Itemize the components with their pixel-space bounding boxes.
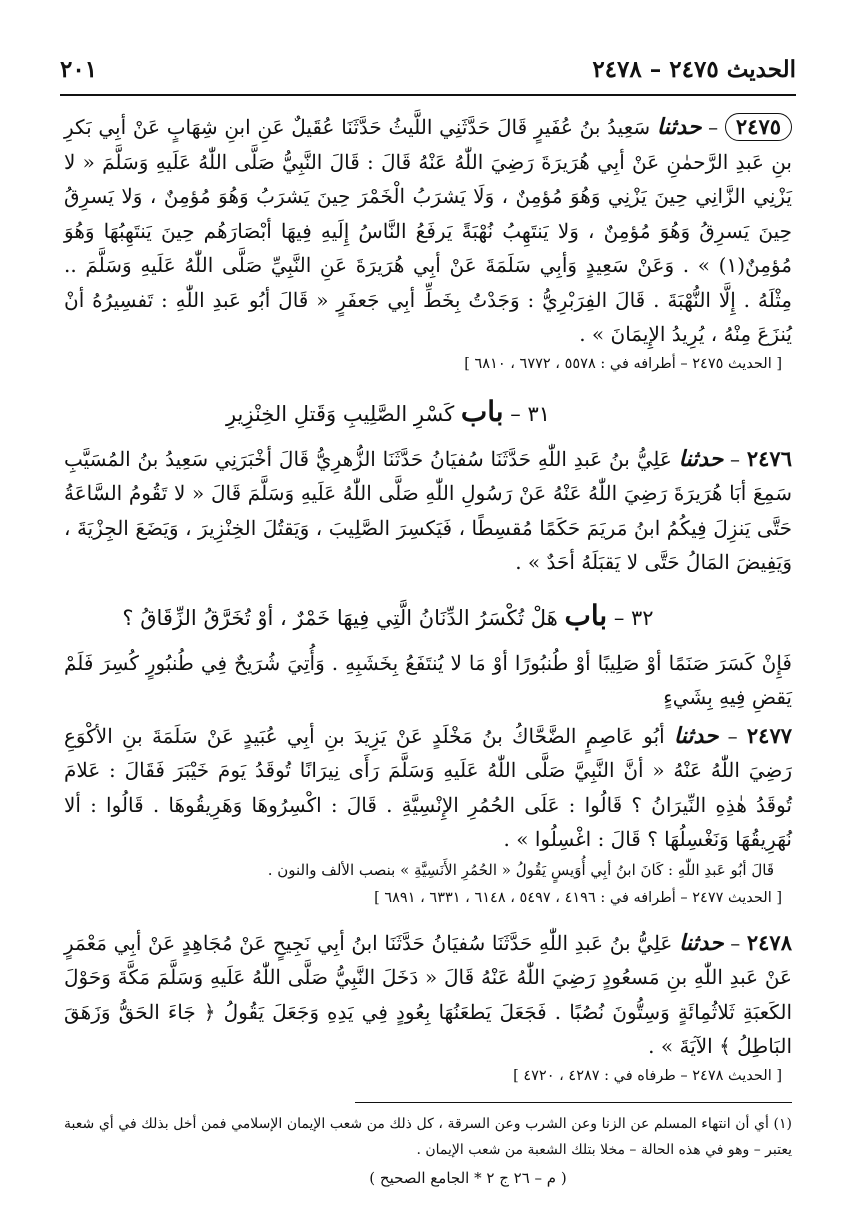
chapter-number: ٣٢ – (613, 605, 654, 630)
chapter-heading-32 (64, 596, 792, 638)
hadith-2478: ٢٤٧٨ – حدثنا عَلِيُّ بنُ عَبدِ اللّٰهِ حَدَّثَنَا سُفيَانُ حَدَّثَنَا ابنُ أبِي نَجِيحٍ عَنْ مُجَاهِدٍ عَنْ أبِي مَعْمَرٍ عَنْ عَبدِ اللّٰهِ بنِ مَسعُودٍ رَضِيَ اللّٰهُ عَنْهُ قَالَ « دَخَلَ النَّبِيُّ صَلَّى اللّٰهُ عَلَيهِ وَسَلَّمَ مَكَّةَ وَحَوْلَ الكَعبَةِ ثَلاثُمِائَةٍ وَسِتُّونَ نُصُبًا . فَجَعَلَ يَطعَنُهَا بِعُودٍ فِي يَدِهِ وَجَعَلَ يَقُولُ ﴿ جَاءَ الحَقُّ وَزَهَقَ البَاطِلُ ﴾ الآيَةَ » . (64, 929, 792, 1058)
haddathana-label: حدثنا (673, 722, 719, 749)
chapter-title: هَلْ تُكْسَرُ الدِّنَانُ الَّتِي فِيهَا خَمْرٌ ، أوْ تُخَرَّقُ الزِّقَاقُ ؟ (122, 605, 558, 630)
chapter-heading-31 (64, 392, 792, 434)
hadith-references: [ الحديث ٢٤٧٨ – طرفاه في : ٤٢٨٧ ، ٤٧٢٠ ] (513, 1067, 782, 1084)
hadith-number: ٢٤٧٥ (725, 113, 792, 141)
running-header (60, 54, 796, 88)
header-rule (60, 94, 796, 96)
footnote-separator (355, 1102, 792, 1103)
hadith-text: سَعِيدُ بنُ عُفَيرٍ قَالَ حَدَّثَنِي اللَّيثُ حَدَّثَنَا عُقَيلٌ عَنِ ابنِ شِهَابٍ عَنْ أبِي بَكرِ بنِ عَبدِ الرَّحمٰنِ عَنْ أبِي هُرَيرَةَ رَضِيَ اللّٰهُ عَنْهُ قَالَ : قَالَ النَّبِيُّ صَلَّى اللّٰهُ عَلَيهِ وَسَلَّمَ « لا يَزْنِي الزَّانِي حِينَ يَزْنِي وَهُوَ مُؤمِنٌ ، وَلَا يَشرَبُ الْخَمْرَ حِينَ يَشرَبُ وَهُوَ مُؤمِنٌ ، وَلا يَسرِقُ حِينَ يَسرِقُ وَهُوَ مُؤمِنٌ ، وَلا يَنتَهِبُ نُهْبَةً يَرفَعُ النَّاسُ إِلَيهِ فِيهَا أبْصَارَهُم حِينَ يَنتَهِبُهَا وَهُوَ مُؤمِنٌ(١) » . وَعَنْ سَعِيدٍ وَأبِي سَلَمَةَ عَنْ أبِي هُرَيرَةَ عَنِ النَّبِيِّ صَلَّى اللّٰهُ عَلَيهِ وَسَلَّمَ .. مِثْلَهُ . إِلَّا النُّهْبَةَ . قَالَ الفِرَبْرِيُّ : وَجَدْتُ بِخَطِّ أبِي جَعفَرٍ « قَالَ أبُو عَبدِ اللّٰهِ : تَفسِيرُهُ أنْ يُنزَعَ مِنْهُ ، يُرِيدُ الإِيمَانَ » . (64, 115, 792, 346)
hadith-2476: ٢٤٧٦ – حدثنا عَلِيُّ بنُ عَبدِ اللّٰهِ حَدَّثَنَا سُفيَانُ حَدَّثَنَا الزُّهرِيُّ قَالَ أخْبَرَنِي سَعِيدُ بنُ المُسَيَّبِ سَمِعَ أبَا هُرَيرَةَ رَضِيَ اللّٰهُ عَنْهُ عَنْ رَسُولِ اللّٰهِ صَلَّى اللّٰهُ عَلَيهِ وَسَلَّمَ قَالَ « لا تَقُومُ السَّاعَةُ حَتَّى يَنزِلَ فِيكُمُ ابنُ مَريَمَ حَكَمًا مُقسِطًا ، فَيَكسِرَ الصَّلِيبَ ، وَيَقتُلَ الخِنْزِيرَ ، وَيَضَعَ الجِزْيَةَ ، وَيَفِيضَ المَالُ حَتَّى لا يَقبَلَهُ أحَدٌ » . (64, 445, 792, 574)
hadith-references: [ الحديث ٢٤٧٧ – أطرافه في : ٤١٩٦ ، ٥٤٩٧ ، ٦١٤٨ ، ٦٣٣١ ، ٦٨٩١ ] (374, 889, 782, 906)
page-number: ٢٠١ (60, 56, 98, 83)
page-content (64, 110, 792, 1191)
chapter-title: كَسْرِ الصَّلِيبِ وَقَتلِ الخِنْزِيرِ (225, 401, 455, 426)
bab-label: باب (564, 598, 608, 632)
hadith-text: أبُو عَاصِمٍ الضَّحَّاكُ بنُ مَخْلَدٍ عَنْ يَزِيدَ بنِ أبِي عُبَيدٍ عَنْ سَلَمَةَ بنِ الأكْوَعِ رَضِيَ اللّٰهُ عَنْهُ « أنَّ النَّبِيَّ صَلَّى اللّٰهُ عَلَيهِ وَسَلَّمَ رَأَى نِيرَانًا تُوقَدُ يَومَ خَيْبَرَ فَقَالَ : عَلامَ تُوقَدُ هٰذِهِ النِّيرَانُ ؟ قَالُوا : عَلَى الحُمُرِ الإِنْسِيَّةِ . قَالَ : اكْسِرُوهَا وَهَرِيقُوهَا . قَالُوا : ألا نُهَرِيقُهَا وَنَغْسِلُهَا ؟ قَالَ : اغْسِلُوا » . (64, 723, 792, 851)
hadith-2477: ٢٤٧٧ – حدثنا أبُو عَاصِمٍ الضَّحَّاكُ بنُ مَخْلَدٍ عَنْ يَزِيدَ بنِ أبِي عُبَيدٍ عَنْ سَلَمَةَ بنِ الأكْوَعِ رَضِيَ اللّٰهُ عَنْهُ « أنَّ النَّبِيَّ صَلَّى اللّٰهُ عَلَيهِ وَسَلَّمَ رَأَى نِيرَانًا تُوقَدُ يَومَ خَيْبَرَ فَقَالَ : عَلامَ تُوقَدُ هٰذِهِ النِّيرَانُ ؟ قَالُوا : عَلَى الحُمُرِ الإِنْسِيَّةِ . قَالَ : اكْسِرُوهَا وَهَرِيقُوهَا . قَالُوا : ألا نُهَرِيقُهَا وَنَغْسِلُهَا ؟ قَالَ : اغْسِلُوا » . (64, 722, 793, 851)
hadith-text: عَلِيُّ بنُ عَبدِ اللّٰهِ حَدَّثَنَا سُفيَانُ حَدَّثَنَا الزُّهرِيُّ قَالَ أخْبَرَنِي سَعِيدُ بنُ المُسَيَّبِ سَمِعَ أبَا هُرَيرَةَ رَضِيَ اللّٰهُ عَنْهُ عَنْ رَسُولِ اللّٰهِ صَلَّى اللّٰهُ عَلَيهِ وَسَلَّمَ قَالَ « لا تَقُومُ السَّاعَةُ حَتَّى يَنزِلَ فِيكُمُ ابنُ مَريَمَ حَكَمًا مُقسِطًا ، فَيَكسِرَ الصَّلِيبَ ، وَيَقتُلَ الخِنْزِيرَ ، وَيَضَعَ الجِزْيَةَ ، وَيَفِيضَ المَالُ حَتَّى لا يَقبَلَهُ أحَدٌ » . (64, 446, 792, 574)
hadith-2475: ٢٤٧٥ – حدثنا سَعِيدُ بنُ عُفَيرٍ قَالَ حَدَّثَنِي اللَّيثُ حَدَّثَنَا عُقَيلٌ عَنِ ابنِ شِهَابٍ عَنْ أبِي بَكرِ بنِ عَبدِ الرَّحمٰنِ عَنْ أبِي هُرَيرَةَ رَضِيَ اللّٰهُ عَنْهُ قَالَ : قَالَ النَّبِيُّ صَلَّى اللّٰهُ عَلَيهِ وَسَلَّمَ « لا يَزْنِي الزَّانِي حِينَ يَزْنِي وَهُوَ مُؤمِنٌ ، وَلَا يَشرَبُ الْخَمْرَ حِينَ يَشرَبُ وَهُوَ مُؤمِنٌ ، وَلا يَسرِقُ حِينَ يَسرِقُ وَهُوَ مُؤمِنٌ ، وَلا يَنتَهِبُ نُهْبَةً يَرفَعُ النَّاسُ إِلَيهِ فِيهَا أبْصَارَهُم حِينَ يَنتَهِبُهَا وَهُوَ مُؤمِنٌ(١) » . وَعَنْ سَعِيدٍ وَأبِي سَلَمَةَ عَنْ أبِي هُرَيرَةَ عَنِ النَّبِيِّ صَلَّى اللّٰهُ عَلَيهِ وَسَلَّمَ .. مِثْلَهُ . إِلَّا النُّهْبَةَ . قَالَ الفِرَبْرِيُّ : وَجَدْتُ بِخَطِّ أبِي جَعفَرٍ « قَالَ أبُو عَبدِ اللّٰهِ : تَفسِيرُهُ أنْ يُنزَعَ مِنْهُ ، يُرِيدُ الإِيمَانَ » . (64, 114, 792, 346)
chapter-number: ٣١ – (510, 401, 551, 426)
hadith-range: الحديث ٢٤٧٥ – ٢٤٧٨ (592, 56, 796, 83)
hadith-text: عَلِيُّ بنُ عَبدِ اللّٰهِ حَدَّثَنَا سُفيَانُ حَدَّثَنَا ابنُ أبِي نَجِيحٍ عَنْ مُجَاهِدٍ عَنْ أبِي مَعْمَرٍ عَنْ عَبدِ اللّٰهِ بنِ مَسعُودٍ رَضِيَ اللّٰهُ عَنْهُ قَالَ « دَخَلَ النَّبِيُّ صَلَّى اللّٰهُ عَلَيهِ وَسَلَّمَ مَكَّةَ وَحَوْلَ الكَعبَةِ ثَلاثُمِائَةٍ وَسِتُّونَ نُصُبًا . فَجَعَلَ يَطعَنُهَا بِعُودٍ فِي يَدِهِ وَجَعَلَ يَقُولُ ﴿ جَاءَ الحَقُّ وَزَهَقَ البَاطِلُ ﴾ الآيَةَ » . (64, 930, 792, 1058)
bab-label: باب (460, 394, 504, 428)
haddathana-label: حدثنا (656, 114, 702, 140)
printer-signature: ( م – ٢٦ ج ٢ * الجامع الصحيح ) (369, 1168, 567, 1187)
footnote: (١) أي أن انتهاء المسلم عن الزنا وعن الشرب وعن السرقة ، كل ذلك من شعب الإيمان الإسلامي فمن أخل بذلك في أي شعبة يعتبر – وهو في هذه الحالة – مخلا بتلك الشعبة من شعب الإيمان . (64, 1115, 792, 1158)
hadith-number: ٢٤٧٧ (746, 722, 793, 748)
chapter-note: فَإِنْ كَسَرَ صَنَمًا أوْ صَلِيبًا أوْ طُنبُورًا أوْ مَا لا يُنتَفَعُ بِخَشَبِهِ . وَأُتِيَ شُرَيحٌ فِي طُنبُورٍ كُسِرَ فَلَمْ يَقضِ فِيهِ بِشَيءٍ (64, 650, 792, 709)
hadith-note: قَالَ أبُو عَبدِ اللّٰهِ : كَانَ ابنُ أبِي أُوَيسٍ يَقُولُ « الحُمُرِ الأَنَسِيَّةِ » بنصب الألف والنون . (267, 860, 774, 879)
hadith-references: [ الحديث ٢٤٧٥ – أطرافه في : ٥٥٧٨ ، ٦٧٧٢ ، ٦٨١٠ ] (464, 355, 782, 372)
haddathana-label: حدثنا (679, 929, 724, 956)
hadith-number: ٢٤٧٦ (746, 445, 792, 471)
haddathana-label: حدثنا (678, 445, 724, 472)
hadith-number: ٢٤٧٨ (746, 929, 792, 955)
